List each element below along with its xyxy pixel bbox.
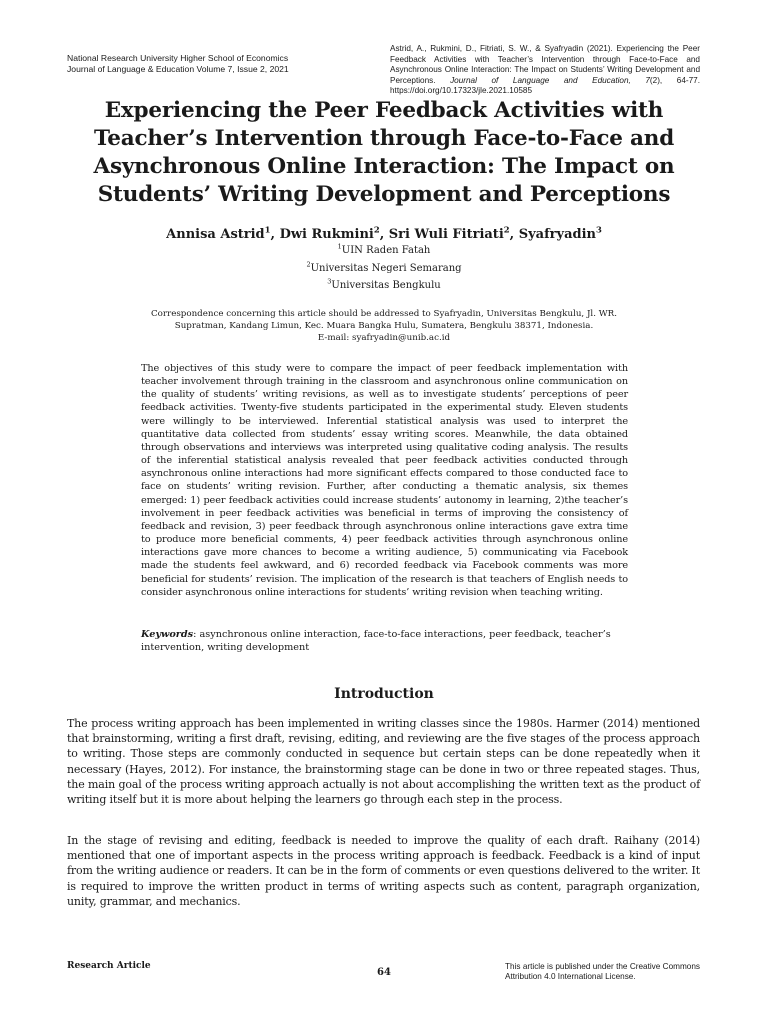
citation-block	[390, 44, 700, 97]
correspondence-email: E-mail: syafryadin@unib.ac.id	[317, 333, 451, 344]
body-paragraph: In the stage of revising and editing, feedback is needed to improve the quality of each draft. Raihany (2014) mentioned that one of important aspects in the process writing approach is feedback. Feedback is a kind of input from the writing audience or readers. It can be in the form of comments or even questions delivered to the writer. It is required to improve the written product in terms of writing aspects such as content, paragraph organization, unity, grammar, and mechanics.	[67, 834, 700, 908]
keywords-label: Keywords	[141, 629, 194, 640]
affiliation-number: 2	[306, 260, 311, 269]
citation-doi: (2), 64-77. https://doi.org/10.17323/jle.2021.10585	[390, 75, 700, 95]
journal-issue: Journal of Language & Education Volume 7, Issue 2, 2021	[67, 64, 289, 74]
affiliation-name: UIN Raden Fatah	[341, 245, 431, 256]
author-affiliation-mark: 3	[595, 224, 602, 235]
journal-header	[67, 53, 347, 75]
body-paragraph: The process writing approach has been implemented in writing classes since the 1980s. Harmer (2014) mentioned that brainstorming, writing a first draft, revising, editing, and reviewing are the five stages of the process approach to writing. Those steps are commonly conducted in sequence but certain steps can be done repeatedly when it necessary (Hayes, 2012). For instance, the brainstorming stage can be done in two or three repeated stages. Thus, the main goal of the process writing approach actually is not about accomplishing the written text as the product of writing itself but it is more about helping the learners go through each step in the process.	[67, 717, 700, 807]
affiliation-name: Universitas Bengkulu	[331, 280, 441, 291]
affiliation	[60, 262, 708, 275]
affiliation	[60, 279, 708, 292]
institution-name: National Research University Higher School of Economics	[67, 53, 289, 63]
correspondence-address: Correspondence concerning this article should be addressed to Syafryadin, Universitas Bengkulu, Jl. WR. Supratman, Kandang Limun, Kec. Muara Bangka Hulu, Sumatera, Bengkulu 38371, Indonesia.	[151, 309, 617, 332]
author-affiliation-mark: 2	[503, 224, 510, 235]
author-affiliation-mark: 1	[264, 224, 271, 235]
paper-title: Experiencing the Peer Feedback Activities with Teacher’s Intervention through Face-to-Face and Asynchronous Online Interaction: The Impact on Students’ Writing Development and Perceptions	[93, 98, 675, 207]
page-number: 64	[377, 967, 391, 978]
license-note: This article is published under the Creative Commons Attribution 4.0 International License.	[505, 962, 700, 981]
author-name: Annisa Astrid	[166, 227, 265, 242]
affiliation-number: 3	[327, 277, 332, 286]
abstract: The objectives of this study were to compare the impact of peer feedback implementation with teacher involvement through training in the classroom and asynchronous online communication on the quality of students’ writing revisions, as well as to investigate students’ perceptions of peer feedback activities. Twenty-five students participated in the experimental study. Eleven students were willingly to be interviewed. Inferential statistical analysis was used to interpret the quantitative data collected from students’ essay writing scores. Meanwhile, the data obtained through observations and interviews was interpreted using qualitative coding analysis. The results of the inferential statistical analysis revealed that peer feedback activities conducted through asynchronous online interactions had more significant effects compared to those conducted face to face on students’ writing revision. Further, after conducting a thematic analysis, six themes emerged: 1) peer feedback activities could increase students’ autonomy in learning, 2)the teacher’s involvement in peer feedback activities was beneficial in terms of improving the consistency of feedback and revision, 3) peer feedback through asynchronous online interactions gave extra time to produce more beneficial comments, 4) peer feedback activities through asynchronous online interactions gave more chances to become a writing audience, 5) communicating via Facebook made the students feel awkward, and 6) recorded feedback via Facebook comments was more beneficial for students’ revision. The implication of the research is that teachers of English needs to consider asynchronous online interactions for students’ writing revision when teaching writing.	[141, 363, 628, 598]
author-name: Syafryadin	[518, 227, 596, 242]
author-name: Dwi Rukmini	[279, 227, 374, 242]
keywords	[141, 628, 628, 654]
article-type: Research Article	[67, 961, 151, 971]
section-heading: Introduction	[334, 686, 434, 702]
author-affiliation-mark: 2	[373, 224, 380, 235]
author-name: Sri Wuli Fitriati	[388, 227, 504, 242]
affiliation-number: 1	[337, 242, 342, 251]
affiliation-name: Universitas Negeri Semarang	[310, 263, 462, 274]
author-list: Annisa Astrid$^1$, Dwi Rukmini$^2$, Sri Wuli Fitriati$^2$, Syafryadin$^3$	[166, 224, 602, 242]
keywords-list: : asynchronous online interaction, face-to-face interactions, peer feedback, teacher’s intervention, writing development	[141, 629, 611, 654]
affiliation	[60, 244, 708, 257]
correspondence-block	[130, 308, 638, 345]
citation-journal: Journal of Language and Education, 7	[450, 75, 650, 85]
citation-text: Astrid, A., Rukmini, D., Fitriati, S. W., & Syafryadin (2021). Experiencing the Peer Feedback Activities with Teacher’s Intervention through Face-to-Face and Asynchronous Online Interaction: The Impact on Students’ Writing Development and Perceptions.	[390, 44, 700, 85]
